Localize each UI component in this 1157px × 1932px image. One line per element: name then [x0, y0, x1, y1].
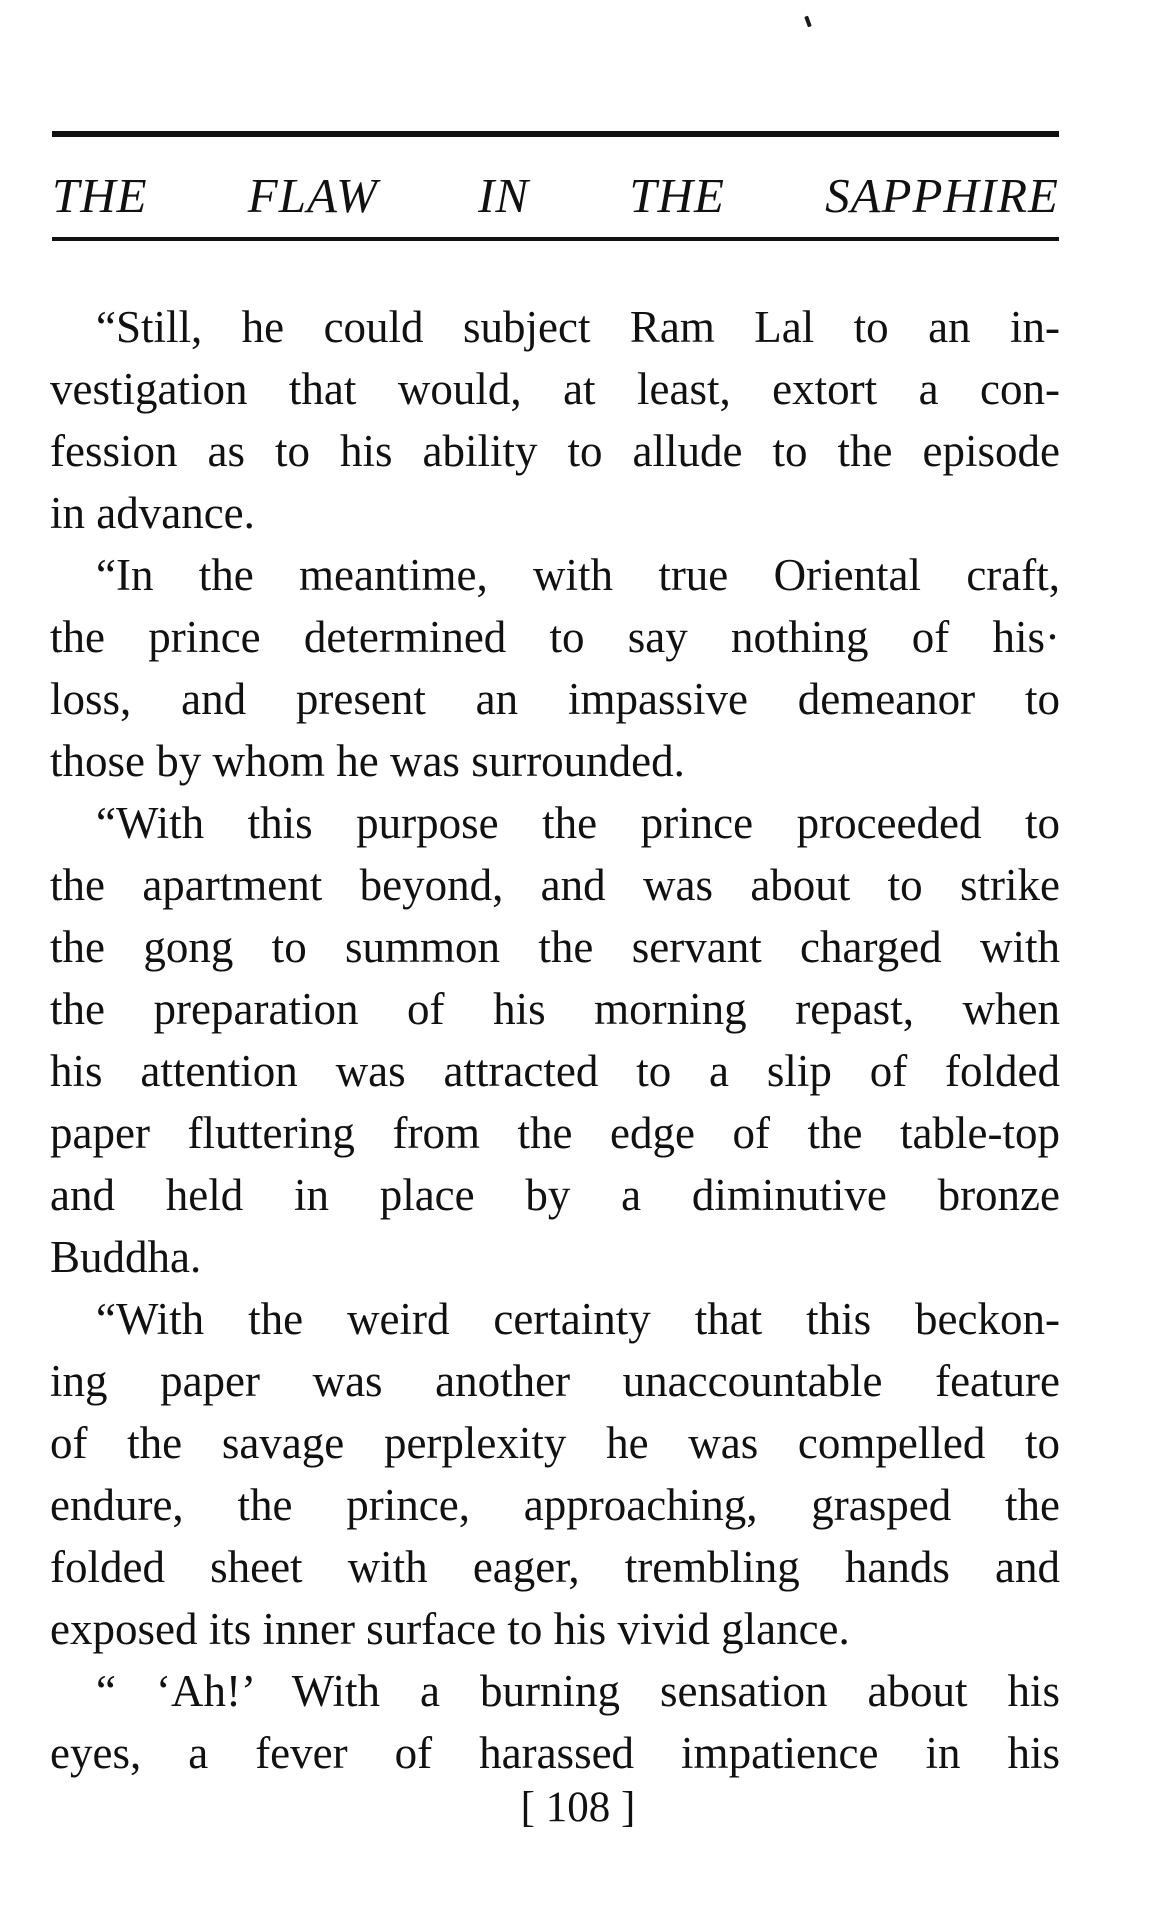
ink-speck — [804, 16, 812, 28]
running-header-word: SAPPHIRE — [825, 167, 1059, 223]
text-line: Buddha. — [50, 1232, 202, 1282]
text-line: the apartment beyond, and was about to strike — [50, 860, 1060, 910]
text-line: of the savage perplexity he was compelled to — [50, 1418, 1060, 1468]
text-line: “With this purpose the prince proceeded to — [96, 798, 1060, 848]
running-header-word: FLAW — [247, 167, 378, 223]
body-text — [50, 296, 1060, 1784]
text-line: fession as to his ability to allude to the episode — [50, 426, 1060, 476]
text-line: his attention was attracted to a slip of folded — [50, 1046, 1060, 1096]
text-line: eyes, a fever of harassed impatience in his — [50, 1728, 1060, 1778]
text-line: the gong to summon the servant charged with — [50, 922, 1060, 972]
running-header — [52, 163, 1059, 227]
text-line: exposed its inner surface to his vivid glance. — [50, 1604, 850, 1654]
text-line: and held in place by a diminutive bronze — [50, 1170, 1060, 1220]
text-line: vestigation that would, at least, extort a con- — [50, 364, 1060, 414]
text-line: “With the weird certainty that this beckon- — [96, 1294, 1060, 1344]
text-line: in advance. — [50, 488, 255, 538]
text-line: “Still, he could subject Ram Lal to an in- — [96, 302, 1060, 352]
text-line: endure, the prince, approaching, grasped the — [50, 1480, 1060, 1530]
text-line: the prince determined to say nothing of his· — [50, 612, 1060, 662]
running-header-word: THE — [629, 167, 725, 223]
text-line: the preparation of his morning repast, when — [50, 984, 1060, 1034]
text-line: paper fluttering from the edge of the table-top — [50, 1108, 1060, 1158]
text-line: “ ‘Ah!’ With a burning sensation about his — [96, 1666, 1060, 1716]
text-line: loss, and present an impassive demeanor to — [50, 674, 1060, 724]
running-header-word: IN — [478, 167, 530, 223]
text-line: ing paper was another unaccountable feature — [50, 1356, 1060, 1406]
running-header-word: THE — [52, 167, 148, 223]
text-line: “In the meantime, with true Oriental craft, — [96, 550, 1060, 600]
page-number: [ 108 ] — [520, 1784, 636, 1831]
header-rule-bottom — [52, 237, 1059, 241]
text-line: folded sheet with eager, trembling hands and — [50, 1542, 1060, 1592]
header-rule-top — [52, 131, 1059, 137]
text-line: those by whom he was surrounded. — [50, 736, 685, 786]
